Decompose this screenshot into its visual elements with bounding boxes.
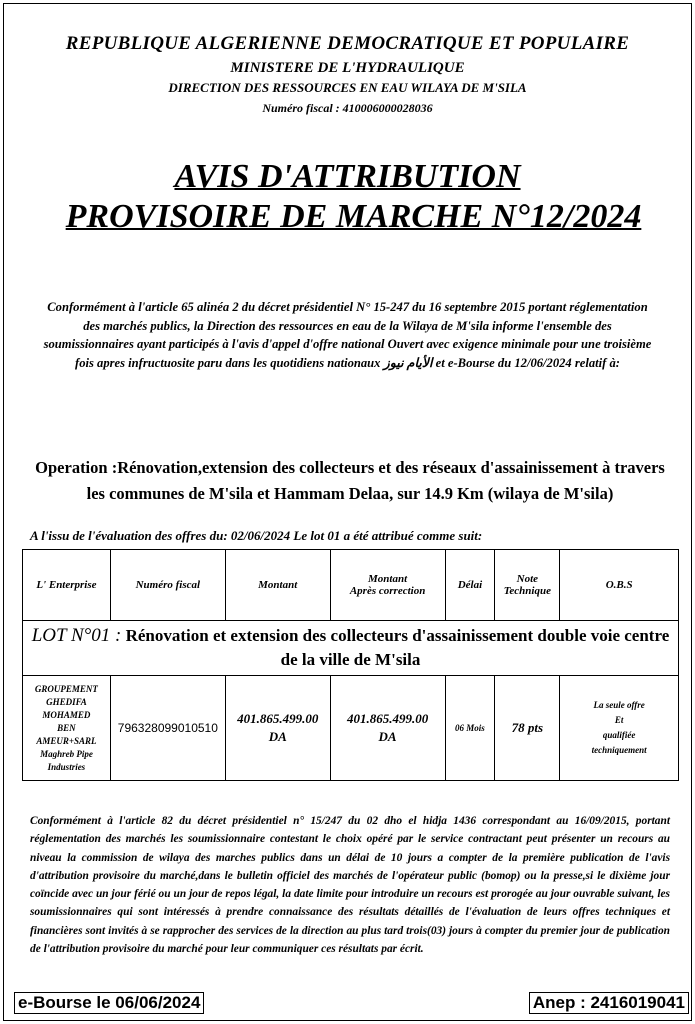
fiscal-number: Numéro fiscal : 410006000028036 (262, 101, 433, 115)
montant-corr-cell (330, 676, 445, 781)
amount: 401.865.499.00 (346, 711, 429, 726)
delai-cell: 06 Mois (445, 676, 495, 781)
enterprise-line: MOHAMED (42, 709, 91, 720)
header-text: Montant (368, 573, 408, 585)
direction-heading: DIRECTION DES RESSOURCES EN EAU WILAYA DE M'SILA (168, 80, 527, 95)
enterprise-cell (23, 676, 111, 781)
enterprise-line: GHEDIFA (46, 696, 87, 707)
currency: DA (268, 729, 287, 744)
lot-cell (23, 621, 679, 676)
notice-subtitle: PROVISOIRE DE MARCHE N°12/2024 (65, 198, 642, 235)
obs-line: La seule offre (593, 700, 645, 710)
fiscal-cell: 796328099010510 (110, 676, 225, 781)
ebourse-reference: e-Bourse le 06/06/2024 (14, 992, 204, 1014)
enterprise-line: AMEUR+SARL (36, 735, 97, 746)
enterprise-line: Industries (47, 761, 86, 772)
republic-heading: REPUBLIQUE ALGERIENNE DEMOCRATIQUE ET POPULAIRE (65, 33, 630, 54)
enterprise-line: BEN (57, 722, 76, 733)
enterprise-line: Maghreb Pipe (40, 748, 93, 759)
col-obs: O.B.S (560, 550, 679, 621)
obs-line: qualifiée (602, 730, 636, 740)
header-text: Note (516, 573, 539, 585)
recours-paragraph: Conformément à l'article 82 du décret présidentiel n° 15/247 du 02 dho el hidja 1436 correspondant au 16/09/2015, portant réglementation des marchés les soumissionnaire contestant le choix opéré par le service contractant peut présenter un recours au niveau la commission de wilaya des marches publics dans un délai de 10 jours a compter de la première publication de l'avis d'attribution provisoire du marché,dans le bulletin officiel des marchés de l'opérateur public (bomop) ou la presse,si le dixième jour coïncide avec un jour férié ou un jour de repos légal, la date limite pour introduire un recours est prorogée au jour ouvrable suivant, les soumissionnaires qui sont intéressés à prendre connaissance des résultats détaillés de l'évaluation de leurs offres techniques et financières sont invités à se rapprocher des services de la direction au plus tard trois(03) jours à compter du premier jour de publication de l'attribution provisoire du marché pour leur communiquer ces résultats par écrit. (30, 815, 670, 956)
header-text: Technique (503, 585, 551, 597)
attribution-table (22, 549, 679, 781)
obs-line: techniquement (591, 745, 647, 755)
col-note (495, 550, 560, 621)
col-montant: Montant (225, 550, 330, 621)
col-montant-corr (330, 550, 445, 621)
col-delai: Délai (445, 550, 495, 621)
table-header-row (23, 550, 679, 621)
anep-reference: Anep : 2416019041 (529, 992, 689, 1014)
montant-cell (225, 676, 330, 781)
obs-line: Et (614, 715, 624, 725)
col-fiscal: Numéro fiscal (110, 550, 225, 621)
obs-cell (560, 676, 679, 781)
ministry-heading: MINISTERE DE L'HYDRAULIQUE (230, 60, 465, 76)
notice-title: AVIS D'ATTRIBUTION (174, 158, 521, 195)
evaluation-statement: A l'issu de l'évaluation des offres du: 02/06/2024 Le lot 01 a été attribué comme suit: (30, 528, 483, 543)
enterprise-line: GROUPEMENT (34, 683, 98, 694)
lot-row (23, 621, 679, 676)
note-cell: 78 pts (495, 676, 560, 781)
amount: 401.865.499.00 (237, 711, 319, 726)
lot-text: Rénovation et extension des collecteurs d'assainissement double voie centre de la ville de M'sila (121, 626, 670, 669)
operation-description: Operation :Rénovation,extension des collecteurs et des réseaux d'assainissement à travers les communes de M'sila et Hammam Delaa, sur 14.9 Km (wilaya de M'sila) (35, 458, 665, 503)
table-row (23, 676, 679, 781)
header-text: Après correction (349, 585, 426, 597)
lot-label: LOT N°01 : (31, 625, 122, 646)
currency: DA (378, 729, 397, 744)
col-enterprise: L' Enterprise (23, 550, 111, 621)
intro-paragraph: Conformément à l'article 65 alinéa 2 du décret présidentiel N° 15-247 du 16 septembre 2015 portant réglementation des marchés publics, la Direction des ressources en eau de la Wilaya de M'sila informe l'ensemble des soumissionnaires ayant participés à l'avis d'appel d'offre national Ouvert avec exigence minimale pour une troisième fois apres infructuosite paru dans les quotidiens nationaux الأيام نيوز et e-Bourse du 12/06/2024 relatif à: (43, 300, 652, 370)
